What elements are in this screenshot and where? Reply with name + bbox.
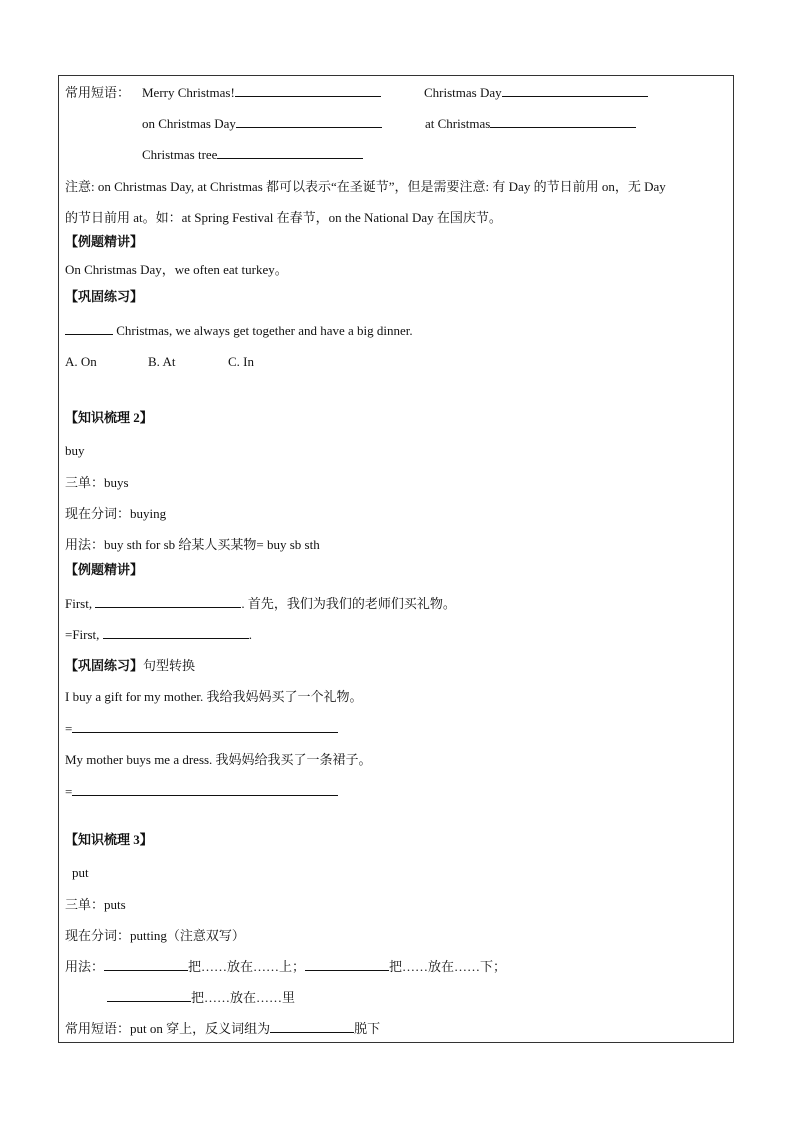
word-buy: buy <box>65 443 85 458</box>
phrases-label: 常用短语： <box>65 85 131 100</box>
blank-line[interactable] <box>72 783 338 796</box>
example-line-1: First, . 首先，我们为我们的老师们买礼物。 <box>65 596 456 611</box>
sentence-1: I buy a gift for my mother. 我给我妈妈买了一个礼物。 <box>65 689 363 704</box>
example-heading: 【例题精讲】 <box>65 234 144 249</box>
example-line-2: =First, . <box>65 627 252 642</box>
example-heading-2: 【例题精讲】 <box>65 562 144 577</box>
practice-heading-2: 【巩固练习】句型转换 <box>65 658 196 673</box>
blank-line[interactable] <box>502 84 648 97</box>
blank-line[interactable] <box>490 115 636 128</box>
blank-line[interactable] <box>104 958 188 971</box>
blank-line[interactable] <box>217 146 363 159</box>
sentence-2: My mother buys me a dress. 我妈妈给我买了一条裙子。 <box>65 752 372 767</box>
third-person-puts: 三单：puts <box>65 897 126 912</box>
phrase-merry-christmas: Merry Christmas! <box>142 84 381 102</box>
blank-line[interactable] <box>236 115 382 128</box>
phrase-at-christmas: at Christmas <box>425 115 636 133</box>
answer-line-2: = <box>65 783 338 801</box>
participle-putting: 现在分词：putting（注意双写） <box>65 928 245 943</box>
blank-line[interactable] <box>103 626 249 639</box>
section-3-heading: 【知识梳理 3】 <box>65 832 153 847</box>
blank-line[interactable] <box>95 595 241 608</box>
section-2-heading: 【知识梳理 2】 <box>65 410 153 425</box>
option-a[interactable]: A. On <box>65 354 97 369</box>
put-phrase: 常用短语：put on 穿上，反义词组为 脱下 <box>65 1021 381 1036</box>
usage-put-line-2: 把……放在……里 <box>107 989 295 1007</box>
note-line-2: 的节日前用 at。如：at Spring Festival 在春节，on the National Day 在国庆节。 <box>65 210 502 225</box>
word-put: put <box>72 865 89 880</box>
note-line-1: 注意: on Christmas Day, at Christmas 都可以表示“在圣诞节”，但是需要注意: 有 Day 的节日前用 on，无 Day <box>65 179 666 194</box>
practice-heading: 【巩固练习】 <box>65 289 144 304</box>
option-c[interactable]: C. In <box>228 354 254 369</box>
practice-question: Christmas, we always get together and have a big dinner. <box>65 322 413 340</box>
participle-buying: 现在分词：buying <box>65 506 167 521</box>
blank-line[interactable] <box>107 989 191 1002</box>
blank-line[interactable] <box>305 958 389 971</box>
example-sentence: On Christmas Day，we often eat turkey。 <box>65 262 288 277</box>
phrase-on-christmas-day: on Christmas Day <box>142 115 382 133</box>
blank-line[interactable] <box>65 322 113 335</box>
answer-line-1: = <box>65 720 338 738</box>
phrase-christmas-tree: Christmas tree <box>142 146 363 164</box>
phrase-christmas-day: Christmas Day <box>424 84 648 102</box>
option-b[interactable]: B. At <box>148 354 176 369</box>
usage-buy: 用法：buy sth for sb 给某人买某物= buy sb sth <box>65 537 320 552</box>
blank-line[interactable] <box>72 720 338 733</box>
third-person-buys: 三单：buys <box>65 475 129 490</box>
blank-line[interactable] <box>235 84 381 97</box>
usage-put-line-1: 用法： 把……放在……上； 把……放在……下； <box>65 959 507 974</box>
blank-line[interactable] <box>270 1020 354 1033</box>
